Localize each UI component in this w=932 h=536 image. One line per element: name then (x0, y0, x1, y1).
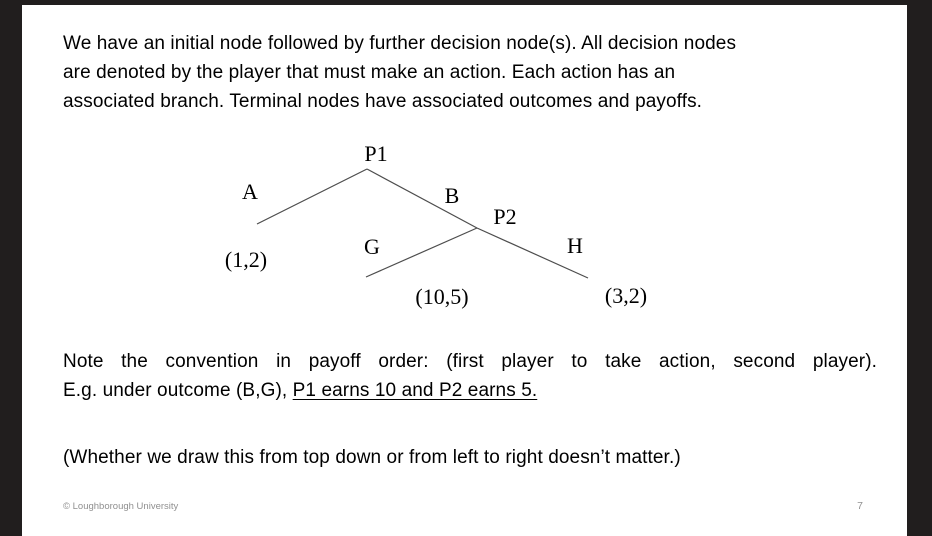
payoff-outcome-h: (3,2) (604, 283, 648, 308)
intro-line-2: are denoted by the player that must make an action. Each action has an (63, 62, 676, 83)
intro-line-3: associated branch. Terminal nodes have associated outcomes and payoffs. (63, 91, 703, 112)
branch-label-g: G (364, 234, 380, 259)
payoff-outcome-a: (1,2) (224, 247, 268, 272)
slide-canvas (22, 5, 907, 536)
note-line-2 (63, 376, 877, 405)
branch-a-line (257, 169, 367, 224)
remark-paragraph: (Whether we draw this from top down or from left to right doesn’t matter.) (63, 447, 681, 468)
branch-label-a: A (242, 179, 258, 204)
branch-label-b: B (444, 183, 460, 208)
node-label-p2: P2 (493, 204, 517, 229)
intro-line-1: We have an initial node followed by further decision node(s). All decision nodes (63, 33, 737, 54)
node-label-p1: P1 (364, 141, 388, 166)
branch-label-h: H (567, 233, 583, 258)
branch-g-line (366, 228, 477, 277)
note-line-1: Note the convention in payoff order: (first player to take action, second player). (63, 351, 877, 372)
footer-page-number: 7 (857, 500, 863, 512)
note-underlined-phrase: P1 earns 10 and P2 earns 5. (292, 380, 538, 401)
branch-b-line (367, 169, 477, 228)
note-line-2-prefix: E.g. under outcome (B,G), (63, 380, 293, 401)
footer-copyright: © Loughborough University (63, 501, 179, 512)
payoff-outcome-g: (10,5) (415, 284, 469, 309)
note-paragraph (63, 347, 877, 405)
